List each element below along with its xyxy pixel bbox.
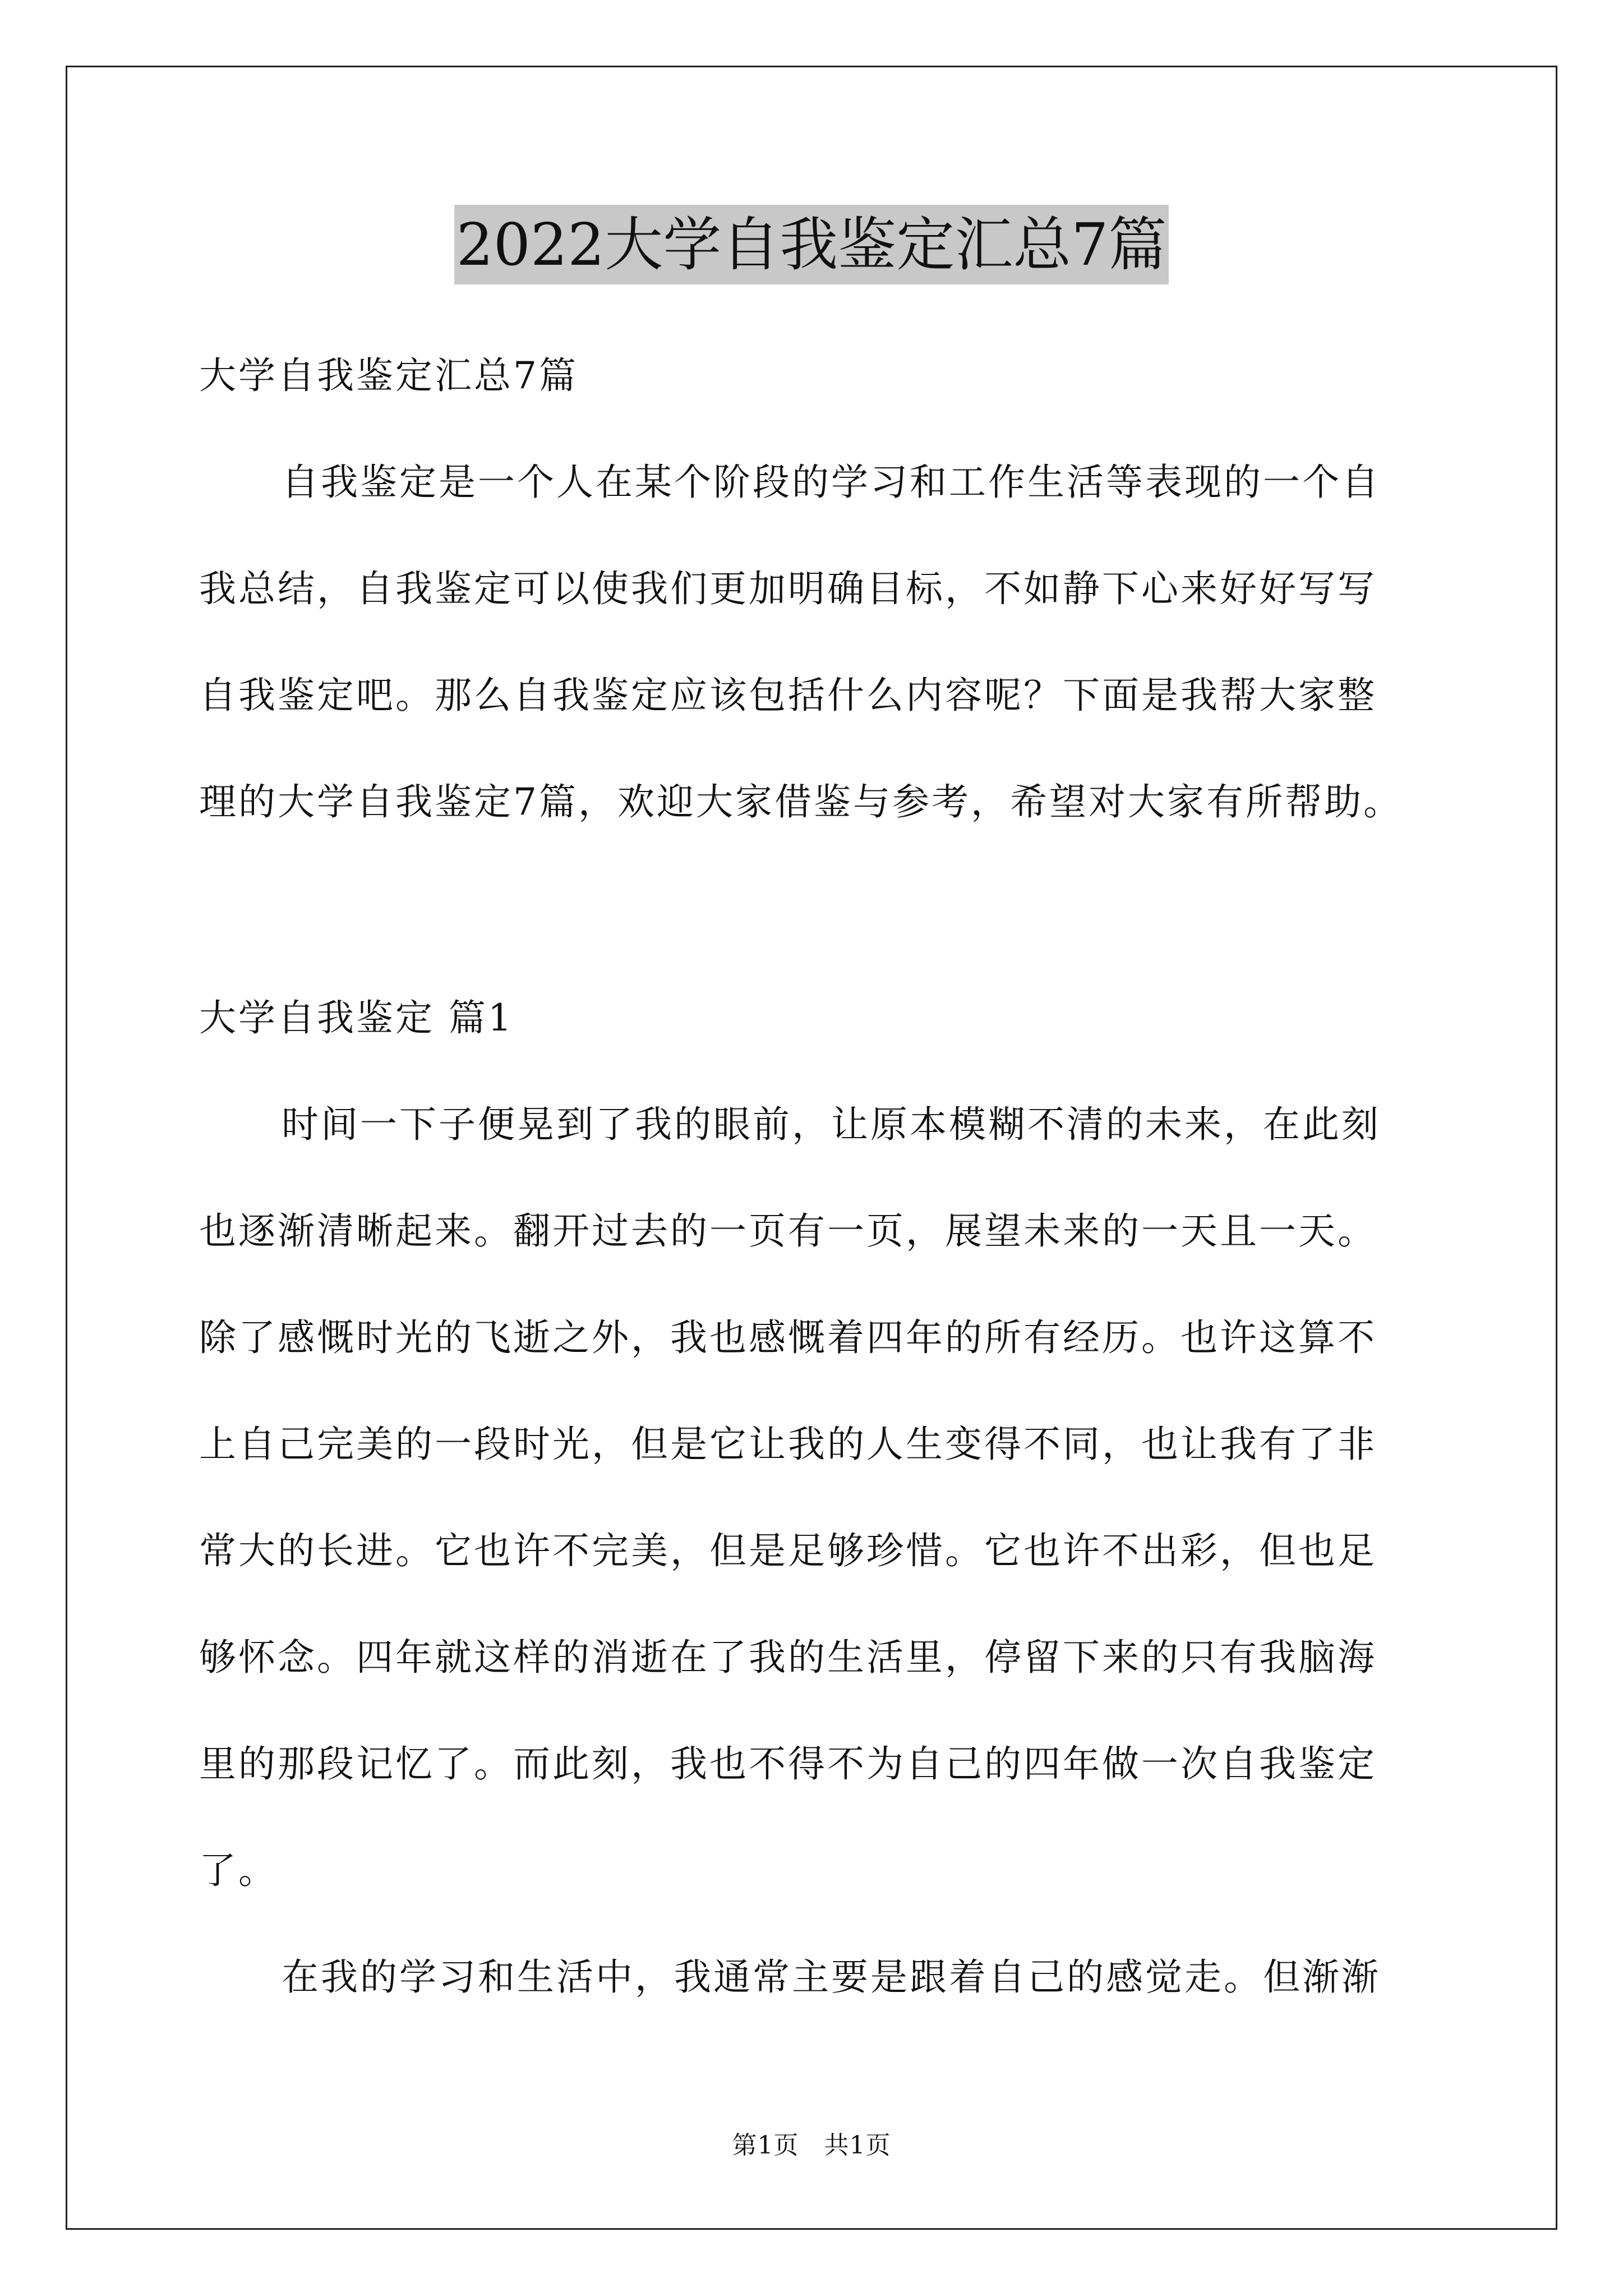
- body-line: 也逐渐清晰起来。翻开过去的一页有一页，展望未来的一天且一天。: [199, 1209, 1377, 1253]
- document-title-text: 2022大学自我鉴定汇总7篇: [454, 205, 1169, 284]
- intro-line: 我总结，自我鉴定可以使我们更加明确目标，不如静下心来好好写写: [199, 567, 1377, 610]
- intro-line: 理的大学自我鉴定7篇，欢迎大家借鉴与参考，希望对大家有所帮助。: [199, 780, 1403, 823]
- body-line: 上自己完美的一段时光，但是它让我的人生变得不同，也让我有了非: [199, 1423, 1377, 1466]
- intro-line: 自我鉴定吧。那么自我鉴定应该包括什么内容呢？下面是我帮大家整: [199, 674, 1377, 717]
- body-line: 里的那段记忆了。而此刻，我也不得不为自己的四年做一次自我鉴定: [199, 1742, 1377, 1786]
- page-footer: 第1页 共1页: [732, 2131, 891, 2160]
- subtitle: 大学自我鉴定汇总7篇: [199, 354, 578, 397]
- body-line: 除了感慨时光的飞逝之外，我也感慨着四年的所有经历。也许这算不: [199, 1316, 1377, 1359]
- document-title: [0, 205, 1623, 284]
- body-line: 在我的学习和生活中，我通常主要是跟着自己的感觉走。但渐渐: [282, 1955, 1381, 1999]
- body-line: 常大的长进。它也许不完美，但是足够珍惜。它也许不出彩，但也足: [199, 1529, 1377, 1572]
- body-line: 时间一下子便晃到了我的眼前，让原本模糊不清的未来，在此刻: [282, 1103, 1381, 1146]
- intro-line: 自我鉴定是一个人在某个阶段的学习和工作生活等表现的一个自: [282, 461, 1381, 504]
- section-heading: 大学自我鉴定 篇1: [199, 996, 514, 1039]
- body-line: 了。: [199, 1849, 278, 1892]
- body-line: 够怀念。四年就这样的消逝在了我的生活里，停留下来的只有我脑海: [199, 1636, 1377, 1679]
